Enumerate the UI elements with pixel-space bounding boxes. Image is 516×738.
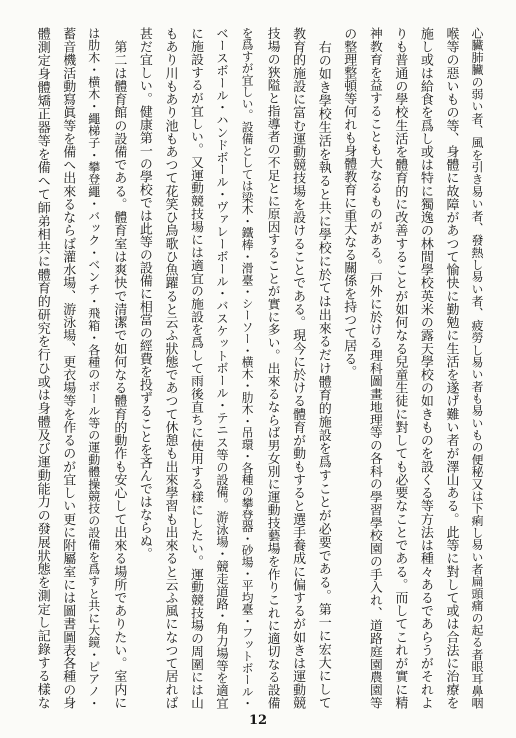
text-column — [208, 27, 234, 709]
column-text: 教育的施設に富む運動競技場を設けることである。現今に於ける體育が動もすると選手養成に偏するが如きは運動競 — [290, 27, 306, 709]
column-text: 施し或は給食を爲し或は特に獨逸の林間學校英米の露天學校の如きものを設くる等方法は種々あるであらうがそれよ — [417, 27, 433, 709]
text-column — [387, 27, 413, 709]
column-text: を爲すが宜しい。設備としては梁木・鐵棒・滑臺・シーソー・横木・肋木・吊環・各種の攀登器・砂場・平均臺・フットボール・ — [240, 27, 255, 709]
text-column — [131, 27, 157, 709]
text-column — [80, 27, 106, 709]
text-column — [412, 27, 438, 709]
text-column — [182, 27, 208, 709]
text-column — [361, 27, 387, 709]
page-number: 12 — [248, 713, 268, 728]
column-text: 體測定身體矯正器等を備へて師弟相共に體育的研究を行ひ或は身體及び運動能力の發展狀態を測定し記錄する樣な — [34, 27, 50, 709]
column-text: 神教育を益することも大なるものがある。戸外に於ける理科圖畫地理等の各科の學習學校園の手入れ、道路庭園農園等 — [366, 27, 382, 709]
column-text: りも普通の學校生活を體育的に改善することが如何なる兒童生徒に對しても必要なことである。而してこれが實に精 — [392, 27, 408, 709]
text-column — [259, 27, 285, 709]
column-text: の整理整頓等何れも身體教育に重大なる關係を持つて居る。 — [341, 27, 357, 378]
column-text: に施設するが宜しい。又運動競技場には適宜の施設を爲して雨後直ちに使用する樣にしたい。運動競技場の周圍には山 — [187, 27, 203, 709]
column-text: 技場の狹隘と指導者の不足とに原因することが實に多い。出來るならば男女別に運動技藝場を作りこれに適切なる設備 — [264, 27, 280, 709]
body-text — [29, 27, 489, 709]
text-column — [29, 27, 55, 709]
text-column — [157, 27, 183, 709]
text-column — [55, 27, 81, 709]
text-column — [463, 27, 489, 709]
column-text: ベースボール・ハンドボール・ヴァレーボール・バスケットボール・テニス等の設備。游泳場・競走道路・角力場等を適宜 — [214, 27, 229, 709]
text-column — [106, 27, 132, 709]
column-text: もあり川もあり池もあつて花笑ひ鳥歌ひ魚躍ると云ふ狀態であつて休憩も出來學習も出來ると云ふ風になつて居れば — [162, 27, 178, 709]
column-text: は肋木・横木・繩梯子・攀登繩・バック・ベンチ・飛箱・各種のボール等の運動體操競技の設備を爲すと共に大鏡・ピアノ・ — [86, 27, 101, 709]
column-text: 第二は體育館の設備である。體育室は爽快で清潔で如何なる體育的動作も安心して出來る場所でありたい。室内に — [111, 27, 127, 709]
text-column — [310, 27, 336, 709]
text-column — [234, 27, 260, 709]
column-text: 喉等の惡いもの等、身體に故障があつて愉快に勤勉に生活を遂げ難い者が澤山ある。此等に對して或は合法に治療を — [443, 27, 459, 709]
text-column — [438, 27, 464, 709]
column-text: 甚だ宜しい。健康第一の學校では此等の設備に相當の經費を投ずることを吝んではならぬ。 — [136, 27, 152, 560]
column-text: 蓄音機活動寫眞等を備へ出來るならば灌水場、游泳場、更衣場等を作るのが宜しい更に附屬室には圖書圖表各種の身 — [60, 27, 76, 709]
column-text: 心臟肺臟の弱い者、風を引き易い者、發熱し易い者、疲勞し易い者も易いもの便秘又は下痢し易い者扁頭痛の起る者眼耳鼻咽 — [470, 27, 484, 709]
column-text: 右の如き學校生活を執ると共に學校に於ては出來るだけ體育的施設を爲すことが必要である。第一に宏大にして — [315, 27, 331, 709]
text-column — [285, 27, 311, 709]
text-column — [336, 27, 362, 709]
